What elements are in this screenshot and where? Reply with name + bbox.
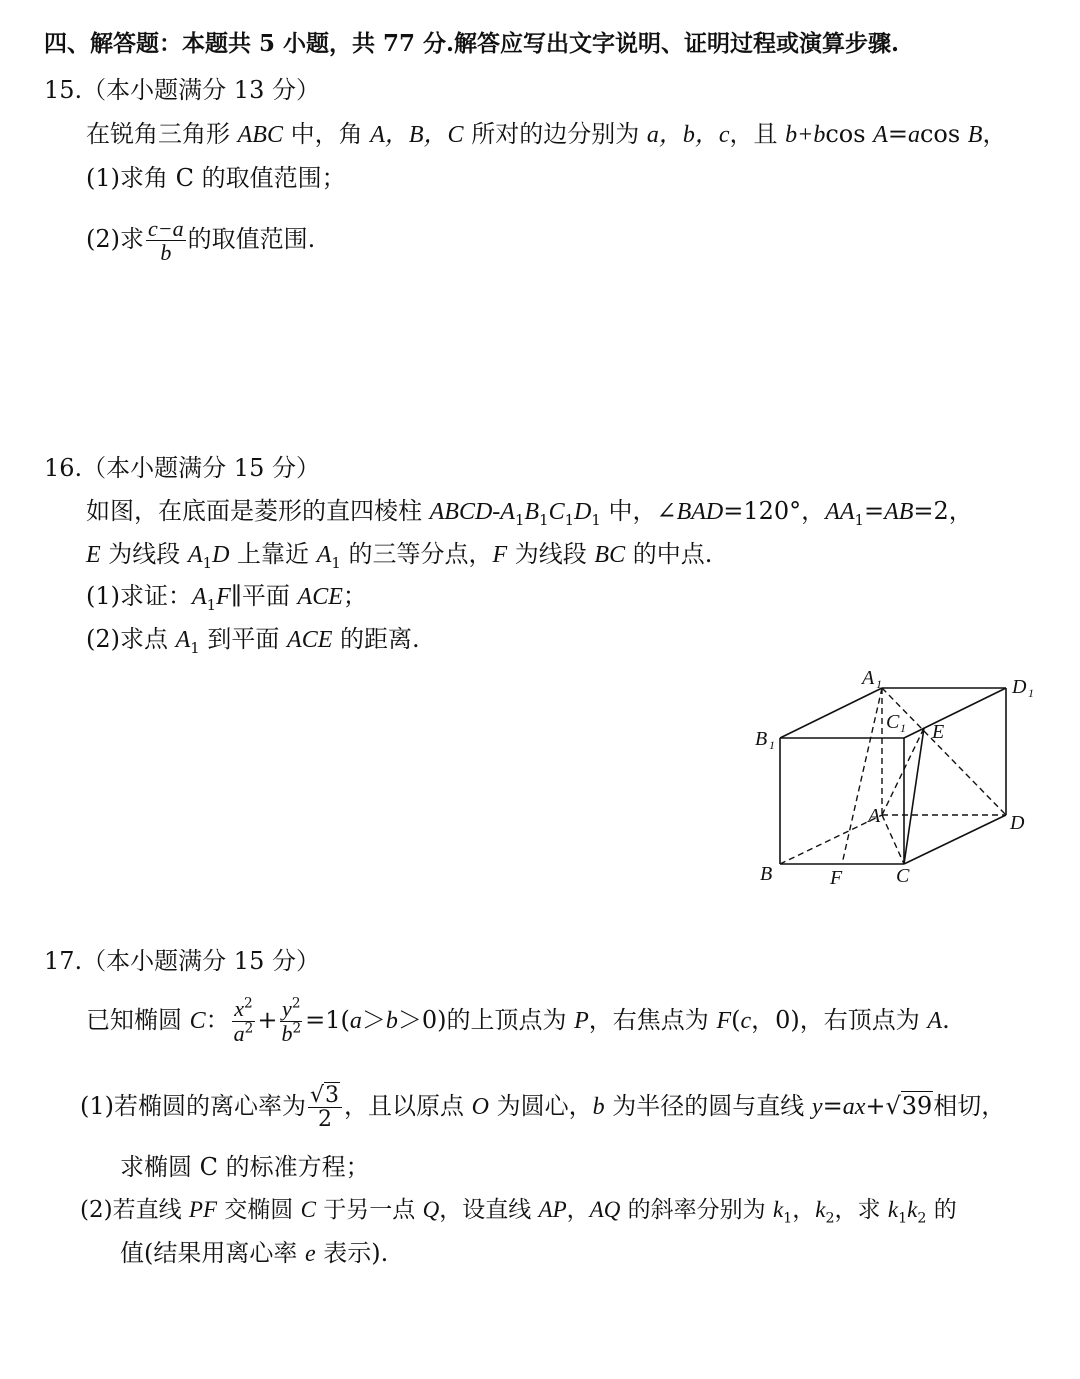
label-d: D xyxy=(1010,812,1025,834)
label-d1-sub: 1 xyxy=(1028,686,1034,700)
q15-fraction: $\frac{c-a}{b}$ xyxy=(148,215,184,265)
label-b1: B xyxy=(755,728,768,750)
sqrt-39: √39 xyxy=(885,1092,933,1120)
label-a1-sub: 1 xyxy=(876,677,882,691)
edge-b1-a1 xyxy=(780,688,882,738)
label-d1: D xyxy=(1012,676,1027,698)
fraction-y2-b2: $\frac{y^2}{b^2}$ xyxy=(281,995,302,1046)
section-heading: 四、解答题：本题共 5 小题，共 77 分.解答应写出文字说明、证明过程或演算步骤. xyxy=(44,30,900,57)
q17-part1-line2: 求椭圆 C 的标准方程； xyxy=(120,1153,370,1181)
label-b: B xyxy=(760,863,773,885)
q17-part2-line2: 值(结果用离心率 e 表示). xyxy=(120,1239,389,1267)
edge-b-a xyxy=(780,815,882,864)
q17-header: 17.（本小题满分 15 分） xyxy=(44,947,320,975)
label-a1: A xyxy=(862,667,875,689)
label-e: E xyxy=(932,721,945,743)
q16-line1: 如图，在底面是菱形的直四棱柱 ABCD-$A_1B_1C_1D_1$ 中，∠BAD=120°，$AA_1=AB=2$， xyxy=(86,497,973,529)
q16-line2: E 为线段 $A_1D$ 上靠近 $A_1$ 的三等分点，F 为线段 BC 的中点. xyxy=(86,540,713,572)
q16-part1: (1)求证：$A_1F\parallel$平面 ACE； xyxy=(86,582,367,614)
q15-part1: (1)求角 C 的取值范围； xyxy=(86,164,346,192)
label-c1-sub: 1 xyxy=(900,721,906,735)
segment-a1-f xyxy=(842,688,882,864)
label-b1-sub: 1 xyxy=(769,738,775,752)
q16-part2: (2)求点 $A_1$ 到平面 ACE 的距离. xyxy=(86,625,420,657)
edge-c-d xyxy=(904,815,1006,864)
q15-intro: 在锐角三角形 ABC 中，角 A，B，C 所对的边分别为 a，b，c，且 b+bcos A=acos B， xyxy=(86,120,1007,148)
q17-part2: (2)若直线 PF 交椭圆 C 于另一点 Q，设直线 AP，AQ 的斜率分别为 $k_1$，$k_2$，求 $k_1k_2$ 的 xyxy=(80,1197,957,1227)
label-c1: C xyxy=(886,711,900,733)
q15-header: 15.（本小题满分 13 分） xyxy=(44,76,320,104)
label-c: C xyxy=(896,865,910,887)
fraction-x2-a2: $\frac{x^2}{a^2}$ xyxy=(233,995,254,1046)
q17-part1: (1)若椭圆的离心率为 $\frac{√3}{2}$ ，且以原点 O 为圆心，b 为半径的圆与直线 y=ax+√39相切， xyxy=(80,1076,1005,1137)
edge-c1-d1 xyxy=(904,688,1006,738)
fraction-sqrt3-2: $\frac{√3}{2}$ xyxy=(308,1084,342,1131)
q16-header: 16.（本小题满分 15 分） xyxy=(44,454,320,482)
prism-figure xyxy=(740,660,1050,900)
segment-a-c xyxy=(882,815,904,864)
label-a: A xyxy=(868,805,881,827)
q17-intro: 已知椭圆 C： $\frac{x^2}{a^2}$ + $\frac{y^2}{b^2}$ =1(a＞b＞0)的上顶点为 P，右焦点为 F(c，0)，右顶点为 A. xyxy=(86,995,950,1046)
label-f: F xyxy=(830,867,843,889)
segment-a1-d xyxy=(882,688,1006,815)
q15-part2: (2)求 $\frac{c-a}{b}$ 的取值范围. xyxy=(86,215,316,265)
